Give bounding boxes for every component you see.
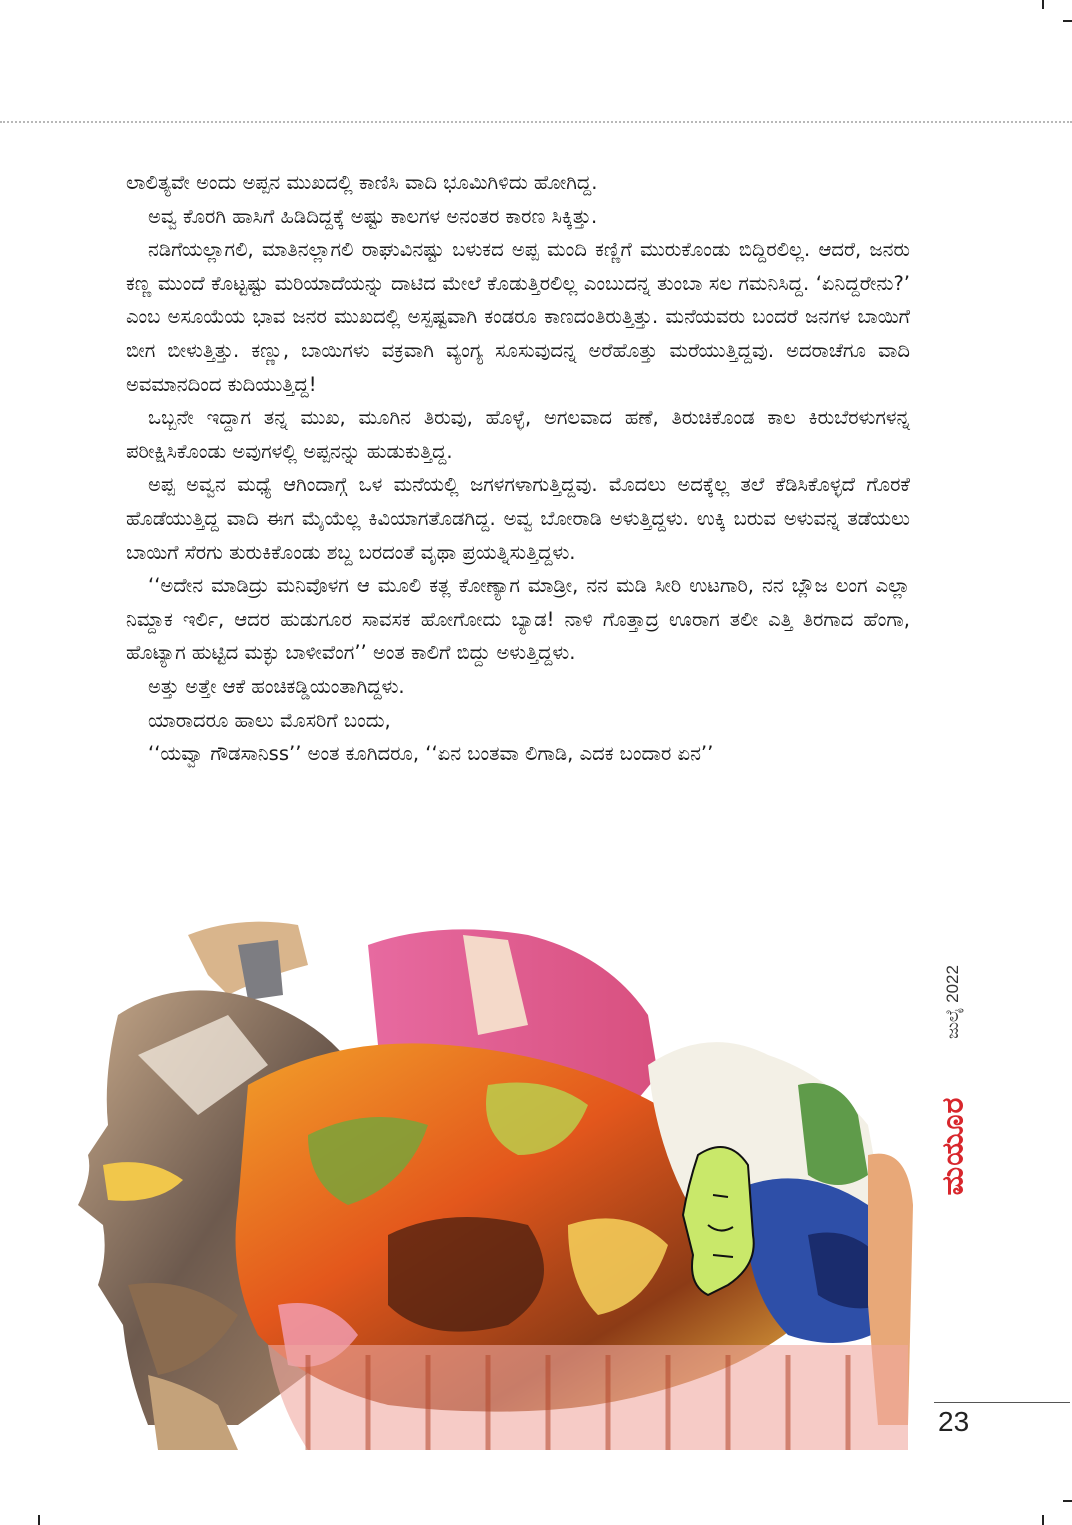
article-paragraph: ಅಪ್ಪ ಅವ್ವನ ಮಧ್ಯೆ ಆಗಿಂದಾಗ್ಗೆ ಒಳ ಮನೆಯಲ್ಲಿ ಜಗಳಗಳಾಗುತ್ತಿದ್ದವು. ಮೊದಲು ಅದಕ್ಕೆಲ್ಲ ತಲೆ ಕೆಡಿಸಿಕೊಳ್ಳದೆ ಗೊರಕೆ ಹೊಡೆಯುತ್ತಿದ್ದ ವಾದಿ ಈಗ ಮೈಯೆಲ್ಲ ಕಿವಿಯಾಗತೊಡಗಿದ್ದ. ಅವ್ವ ಬೋರಾಡಿ ಅಳುತ್ತಿದ್ದಳು. ಉಕ್ಕಿ ಬರುವ ಅಳುವನ್ನ ತಡೆಯಲು ಬಾಯಿಗೆ ಸೆರಗು ತುರುಕಿಕೊಂಡು ಶಬ್ದ ಬರದಂತೆ ವೃಥಾ ಪ್ರಯತ್ನಿಸುತ್ತಿದ್ದಳು. [126, 473, 910, 564]
page-number: 23 [938, 1406, 970, 1437]
magazine-masthead [935, 950, 971, 1196]
crop-mark-right-top [1063, 20, 1072, 22]
folio-rule [934, 1402, 1070, 1403]
article-body [126, 166, 910, 771]
story-illustration [8, 905, 918, 1455]
article-paragraph: ಒಬ್ಬನೇ ಇದ್ದಾಗ ತನ್ನ ಮುಖ, ಮೂಗಿನ ತಿರುವು, ಹೊಳ್ಳೆ, ಅಗಲವಾದ ಹಣೆ, ತಿರುಚಿಕೊಂಡ ಕಾಲ ಕಿರುಬೆರಳುಗಳನ್ನ ಪರೀಕ್ಷಿಸಿಕೊಂಡು ಅವುಗಳಲ್ಲಿ ಅಪ್ಪನನ್ನು ಹುಡುಕುತ್ತಿದ್ದ. [126, 406, 910, 463]
article-paragraph: ಅತ್ತು ಅತ್ತೇ ಆಕೆ ಹಂಚಿಕಡ್ಡಿಯಂತಾಗಿದ್ದಳು. [148, 674, 405, 698]
crop-mark-right-bottom [1063, 1500, 1072, 1502]
article-paragraph: ‘‘ಅದೇನ ಮಾಡಿದ್ರು ಮನಿವೊಳಗ ಆ ಮೂಲಿ ಕತ್ಲ ಕೋಣ್ಯಾಗ ಮಾಡ್ರೀ, ನನ ಮಡಿ ಸೀರಿ ಉಟಗಾರಿ, ನನ ಬ್ಲೌಜ ಲಂಗ ಎಲ್ಲಾ ನಿಮ್ದಾಕ ಇರ್ಲಿ, ಆದರ ಹುಡುಗೂರ ಸಾವಸಕ ಹೋಗೋದು ಬ್ಯಾಡ! ನಾಳಿ ಗೊತ್ತಾದ್ರ ಊರಾಗ ತಲೀ ಎತ್ತಿ ತಿರಗಾದ ಹೆಂಗಾ, ಹೊಟ್ಯಾಗ ಹುಟ್ಟಿದ ಮಕ್ಳು ಬಾಳೀವೆಂಗ’’ ಅಂತ ಕಾಲಿಗೆ ಬಿದ್ದು ಅಳುತ್ತಿದ್ದಳು. [126, 574, 910, 665]
crop-mark-bottom-right [1042, 1515, 1044, 1525]
crop-mark-bottom-left [38, 1515, 40, 1525]
article-paragraph: ನಡಿಗೆಯಲ್ಲಾಗಲಿ, ಮಾತಿನಲ್ಲಾಗಲಿ ರಾಘುವಿನಷ್ಟು ಬಳುಕದ ಅಪ್ಪ ಮಂದಿ ಕಣ್ಣಿಗೆ ಮುರುಕೊಂಡು ಬಿದ್ದಿರಲಿಲ್ಲ. ಆದರೆ, ಜನರು ಕಣ್ಣ ಮುಂದೆ ಕೊಟ್ಟಷ್ಟು ಮರಿಯಾದೆಯನ್ನು ದಾಟಿದ ಮೇಲೆ ಕೊಡುತ್ತಿರಲಿಲ್ಲ ಎಂಬುದನ್ನ ತುಂಬಾ ಸಲ ಗಮನಿಸಿದ್ದ. ‘ಏನಿದ್ದರೇನು?’ ಎಂಬ ಅಸೂಯೆಯ ಭಾವ ಜನರ ಮುಖದಲ್ಲಿ ಅಸ್ಪಷ್ಟವಾಗಿ ಕಂಡರೂ ಕಾಣದಂತಿರುತ್ತಿತ್ತು. ಮನೆಯವರು ಬಂದರೆ ಜನಗಳ ಬಾಯಿಗೆ ಬೀಗ ಬೀಳುತ್ತಿತ್ತು. ಕಣ್ಣು, ಬಾಯಿಗಳು ವಕ್ರವಾಗಿ ವ್ಯಂಗ್ಯ ಸೂಸುವುದನ್ನ ಅರೆಹೊತ್ತು ಮರೆಯುತ್ತಿದ್ದವು. ಅದರಾಚೆಗೂ ವಾದಿ ಅವಮಾನದಿಂದ ಕುದಿಯುತ್ತಿದ್ದ! [126, 238, 910, 396]
article-paragraph: ಯಾರಾದರೂ ಹಾಲು ಮೊಸರಿಗೆ ಬಂದು, [148, 708, 391, 732]
header-dotted-rule [0, 121, 1072, 123]
article-paragraph: ಲಾಲಿತ್ಯವೇ ಅಂದು ಅಪ್ಪನ ಮುಖದಲ್ಲಿ ಕಾಣಿಸಿ ವಾದಿ ಭೂಮಿಗಿಳಿದು ಹೋಗಿದ್ದ. [126, 171, 598, 194]
issue-date: ಜುಲೈ 2022 [943, 965, 962, 1039]
article-paragraph: ಅವ್ವ ಕೊರಗಿ ಹಾಸಿಗೆ ಹಿಡಿದಿದ್ದಕ್ಕೆ ಅಷ್ಟು ಕಾಲಗಳ ಅನಂತರ ಕಾರಣ ಸಿಕ್ಕಿತ್ತು. [148, 204, 598, 228]
crop-mark-top [1042, 0, 1044, 9]
article-paragraph: ‘‘ಯವ್ವಾ ಗೌಡಸಾನಿss’’ ಅಂತ ಕೂಗಿದರೂ, ‘‘ಏನ ಬಂತವಾ ಲಿಗಾಡಿ, ಎದಕ ಬಂದಾರ ಏನ’’ [148, 742, 714, 766]
magazine-logo: ಮಯೂರ [935, 1096, 971, 1196]
